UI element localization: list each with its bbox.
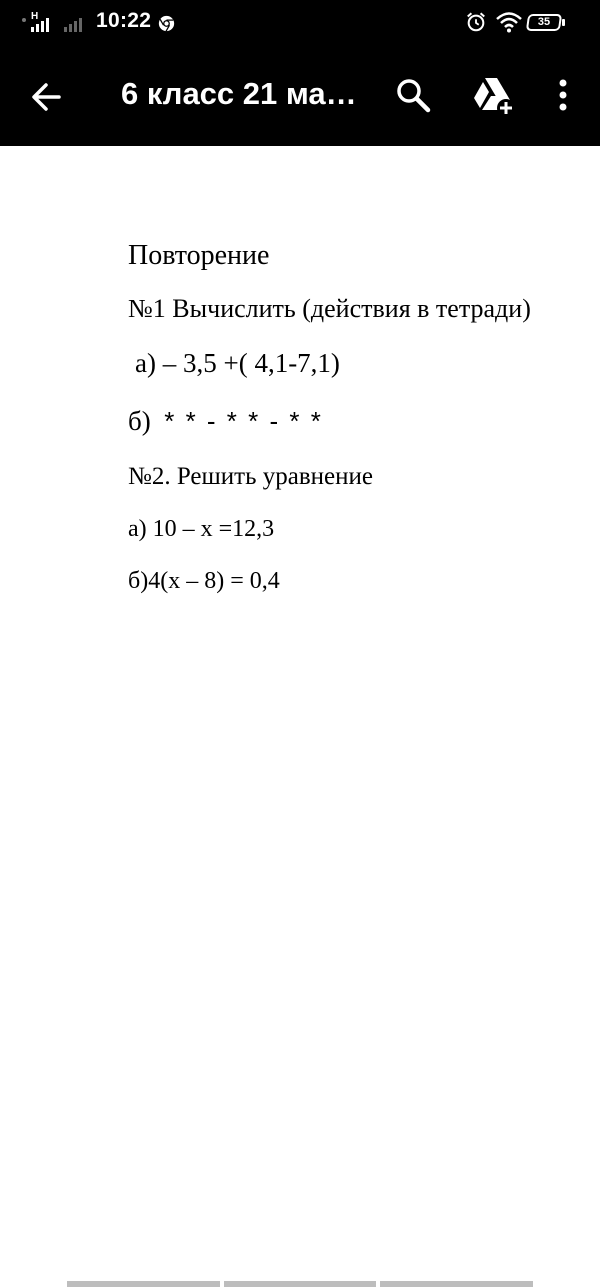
search-icon[interactable] xyxy=(392,74,436,118)
alarm-icon xyxy=(465,11,487,33)
network-label: H xyxy=(31,11,39,22)
task2-title: №2. Решить уравнение xyxy=(128,463,373,490)
top-app-bar xyxy=(0,48,600,146)
chrome-icon xyxy=(158,15,175,32)
task1-item-a: а) – 3,5 +( 4,1-7,1) xyxy=(135,348,340,378)
task1-item-b-label: б) xyxy=(128,406,151,436)
task2-item-a: а) 10 – х =12,3 xyxy=(128,516,275,542)
task1-item-b xyxy=(128,406,323,437)
back-arrow-icon[interactable] xyxy=(22,72,72,122)
wifi-icon xyxy=(496,11,522,33)
task2-item-b: б)4(х – 8) = 0,4 xyxy=(128,568,280,594)
battery-level: 35 xyxy=(537,16,551,28)
document-title: 6 класс 21 ма… xyxy=(121,76,357,111)
page-scroll-indicator xyxy=(67,1281,533,1287)
task1-item-b-stars: * * - * * - * * xyxy=(164,406,323,436)
scroll-segment xyxy=(380,1281,533,1287)
document-page[interactable] xyxy=(0,146,600,1274)
task1-title: №1 Вычислить (действия в тетради) xyxy=(128,294,531,323)
status-bar xyxy=(0,0,600,48)
signal-icon xyxy=(22,10,92,34)
clock-time: 10:22 xyxy=(96,9,152,32)
drive-add-icon[interactable] xyxy=(470,72,516,118)
battery-tip xyxy=(562,19,565,26)
scroll-segment xyxy=(67,1281,220,1287)
doc-heading: Повторение xyxy=(128,240,270,271)
scroll-segment xyxy=(224,1281,377,1287)
more-vert-icon[interactable] xyxy=(548,74,578,118)
battery-icon xyxy=(526,14,562,31)
